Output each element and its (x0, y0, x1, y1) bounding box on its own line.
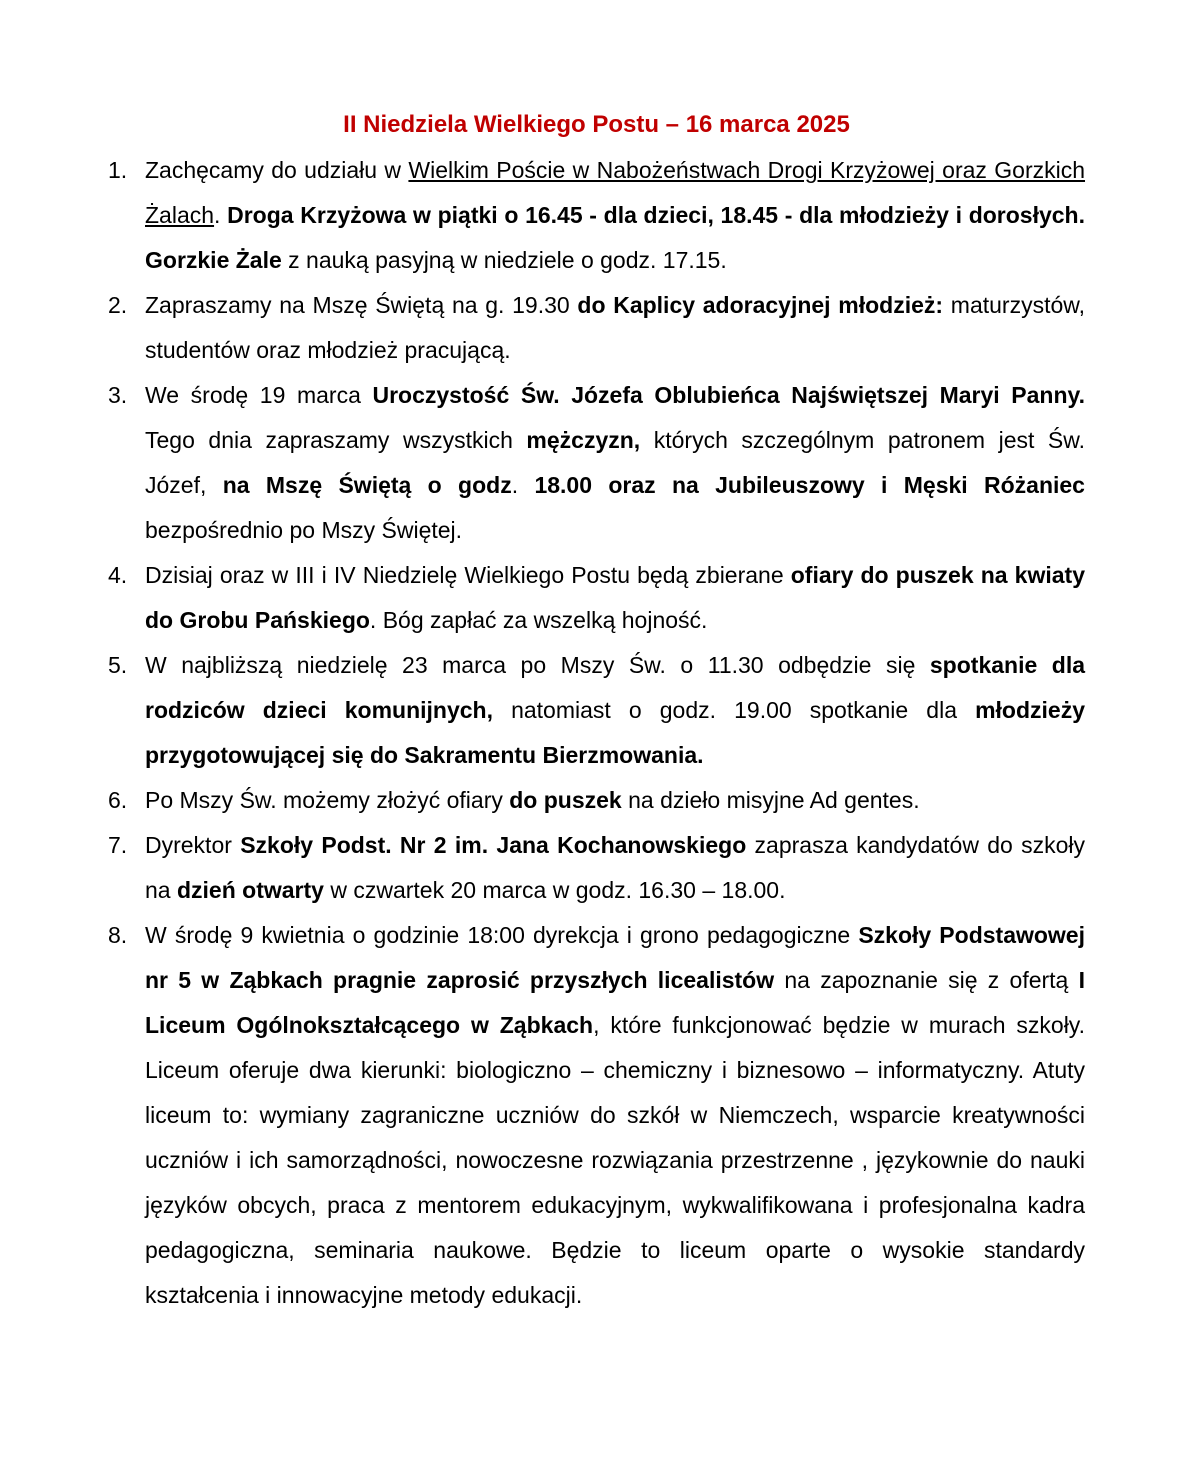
bold-text: Szkoły Podstawowej nr 5 w Ząbkach pragnie zaprosić przyszłych licealistów (145, 922, 1085, 993)
text-segment: W najbliższą niedzielę 23 marca po Mszy Św. o 11.30 odbędzie się (145, 652, 930, 678)
text-segment: bezpośrednio po Mszy Świętej. (145, 517, 463, 543)
text-segment: W środę 9 kwietnia o godzinie 18:00 dyrekcja i grono pedagogiczne (145, 922, 859, 948)
text-segment: , które funkcjonować będzie w murach szkoły. Liceum oferuje dwa kierunki: biologiczno – chemiczny i biznesowo – informatyczny. Atuty liceum to: wymiany zagraniczne uczniów do szkół w Niemczech, wsparcie kreatywności uczniów i ich samorządności, nowoczesne rozwiązania przestrzenne , językownie do nauki języków obcych, praca z mentorem edukacyjnym, wykwalifikowana i profesjonalna kadra pedagogiczna, seminaria naukowe. Będzie to liceum oparte o wysokie standardy kształcenia i innowacyjne metody edukacji. (145, 1012, 1085, 1308)
bold-text: na Mszę Świętą o godz (222, 472, 512, 498)
bold-text: Uroczystość Św. Józefa Oblubieńca Najświętszej Maryi Panny. (372, 382, 1085, 408)
announcement-item (108, 643, 1085, 778)
text-segment: z nauką pasyjną w niedziele o godz. 17.15. (281, 247, 727, 273)
announcements-list (108, 148, 1085, 1318)
announcement-item (108, 553, 1085, 643)
text-segment: Dyrektor (145, 832, 241, 858)
bold-text: do Kaplicy adoracyjnej młodzież: (577, 292, 944, 318)
text-segment: natomiast o godz. 19.00 spotkanie dla (493, 697, 976, 723)
bold-text: I Liceum Ogólnokształcącego w Ząbkach (145, 967, 1085, 1038)
item-text (145, 832, 1085, 903)
item-number: 4. (108, 562, 128, 588)
item-number: 6. (108, 787, 128, 813)
announcement-item (108, 823, 1085, 913)
bold-text: do puszek (509, 787, 622, 813)
text-segment: Zachęcamy do udziału w (145, 157, 409, 183)
announcement-item (108, 778, 1085, 823)
text-segment: Po Mszy Św. możemy złożyć ofiary (145, 787, 510, 813)
announcement-item (108, 148, 1085, 283)
item-text (145, 562, 1085, 633)
bold-text: mężczyzn, (526, 427, 641, 453)
text-segment: na zapoznanie się z ofertą (774, 967, 1079, 993)
item-text (145, 652, 1085, 768)
bold-text: młodzieży przygotowującej się do Sakramentu Bierzmowania. (145, 697, 1085, 768)
text-segment: Zapraszamy na Mszę Świętą na g. 19.30 (145, 292, 578, 318)
bold-text: Szkoły Podst. Nr 2 im. Jana Kochanowskiego (240, 832, 747, 858)
announcement-item (108, 373, 1085, 553)
bold-text: 18.00 oraz na Jubileuszowy i Męski Różaniec (534, 472, 1085, 498)
page-title: II Niedziela Wielkiego Postu – 16 marca 2025 (343, 111, 850, 138)
text-segment: zaprasza kandydatów do szkoły na (145, 832, 1085, 903)
underlined-text: Wielkim Poście w Nabożeństwach Drogi Krzyżowej oraz Gorzkich Żalach (145, 157, 1086, 228)
item-text (145, 382, 1085, 543)
bold-text: ofiary do puszek na kwiaty do Grobu Pańskiego (145, 562, 1085, 633)
item-text (145, 292, 1085, 363)
text-segment: w czwartek 20 marca w godz. 16.30 – 18.00. (323, 877, 786, 903)
text-segment: Dzisiaj oraz w III i IV Niedzielę Wielkiego Postu będą zbierane (145, 562, 791, 588)
item-number: 5. (108, 652, 128, 678)
text-segment: . (511, 472, 535, 498)
item-text (145, 157, 1085, 273)
item-number: 2. (108, 292, 128, 318)
item-text (145, 922, 1085, 1308)
bold-text: spotkanie dla rodziców dzieci komunijnych, (145, 652, 1086, 723)
announcement-item (108, 283, 1085, 373)
bold-text: dzień otwarty (176, 877, 324, 903)
text-segment: Tego dnia zapraszamy wszystkich (145, 427, 527, 453)
text-segment: . (214, 202, 228, 228)
bold-text: Droga Krzyżowa w piątki o 16.45 - dla dzieci, 18.45 - dla młodzieży i dorosłych. Gorzkie Żale (145, 202, 1086, 273)
announcement-item (108, 913, 1085, 1318)
text-segment: We środę 19 marca (145, 382, 373, 408)
item-number: 8. (108, 922, 128, 948)
item-number: 1. (108, 157, 128, 183)
item-number: 3. (108, 382, 128, 408)
item-text (145, 787, 920, 813)
item-number: 7. (108, 832, 128, 858)
text-segment: . Bóg zapłać za wszelką hojność. (369, 607, 708, 633)
text-segment: maturzystów, studentów oraz młodzież pracującą. (145, 292, 1085, 363)
text-segment: na dzieło misyjne Ad gentes. (621, 787, 920, 813)
text-segment: których szczególnym patronem jest Św. Józef, (145, 427, 1085, 498)
